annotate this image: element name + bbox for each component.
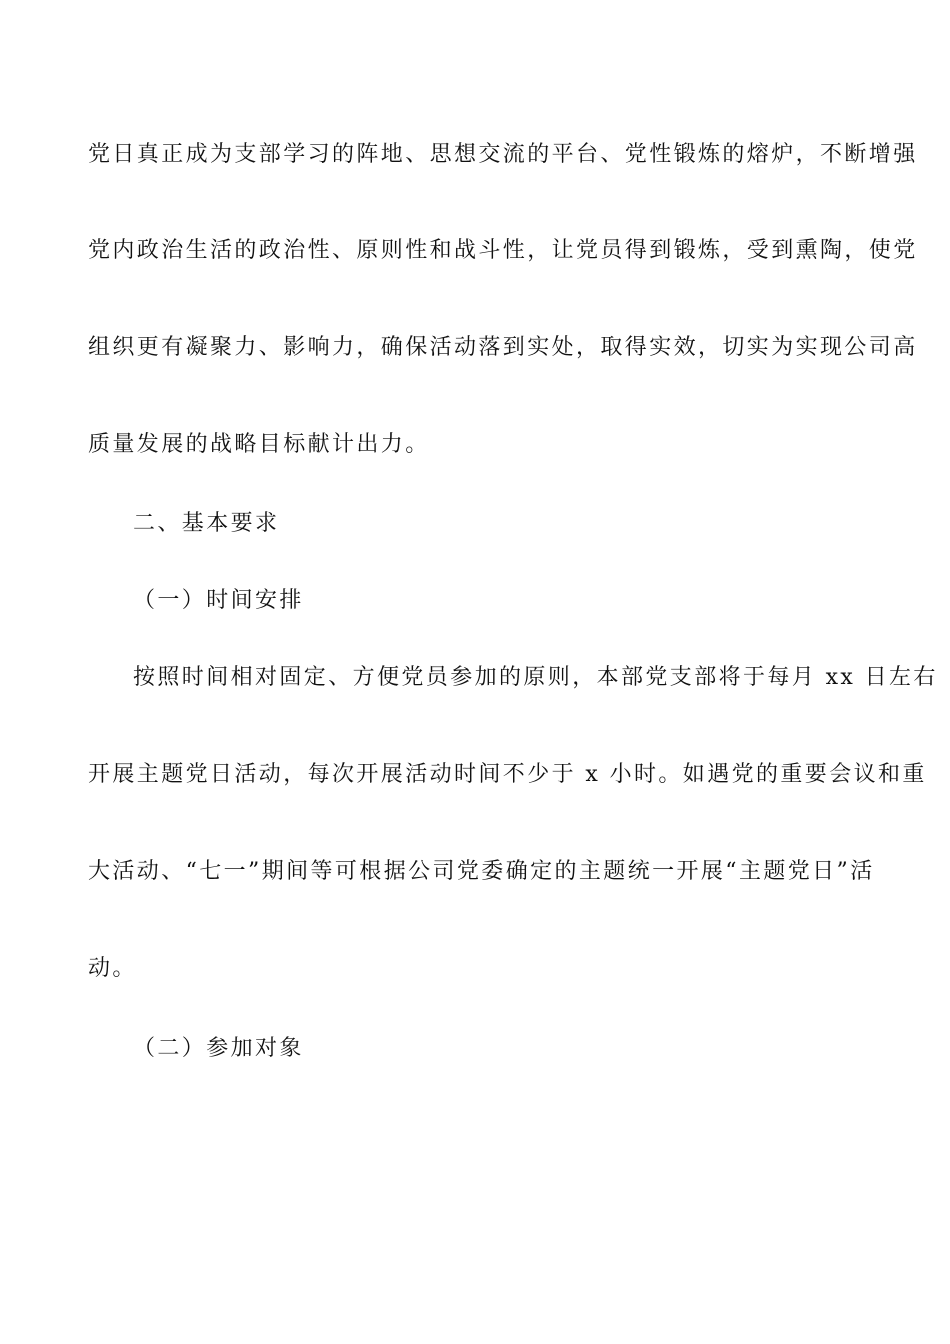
paragraph-2-line-4: 动。 — [88, 956, 137, 981]
paragraph-1-line-2: 党内政治生活的政治性、原则性和战斗性，让党员得到锻炼，受到熏陶，使党 — [88, 238, 918, 263]
paragraph-1-line-3: 组织更有凝聚力、影响力，确保活动落到实处，取得实效，切实为实现公司高 — [88, 335, 918, 360]
section-heading-basic-requirements: 二、基本要求 — [133, 511, 280, 536]
subsection-heading-participants: （二）参加对象 — [133, 1036, 304, 1061]
paragraph-2-line-1: 按照时间相对固定、方便党员参加的原则，本部党支部将于每月 xx 日左右 — [133, 665, 938, 690]
paragraph-1-line-1: 党日真正成为支部学习的阵地、思想交流的平台、党性锻炼的熔炉，不断增强 — [88, 142, 918, 167]
paragraph-2-line-3: 大活动、“七一”期间等可根据公司党委确定的主题统一开展“主题党日”活 — [88, 859, 875, 884]
paragraph-2-line-2: 开展主题党日活动，每次开展活动时间不少于 x 小时。如遇党的重要会议和重 — [88, 762, 927, 787]
subsection-heading-time-arrangement: （一）时间安排 — [133, 588, 304, 613]
paragraph-1-line-4: 质量发展的战略目标献计出力。 — [88, 432, 430, 457]
